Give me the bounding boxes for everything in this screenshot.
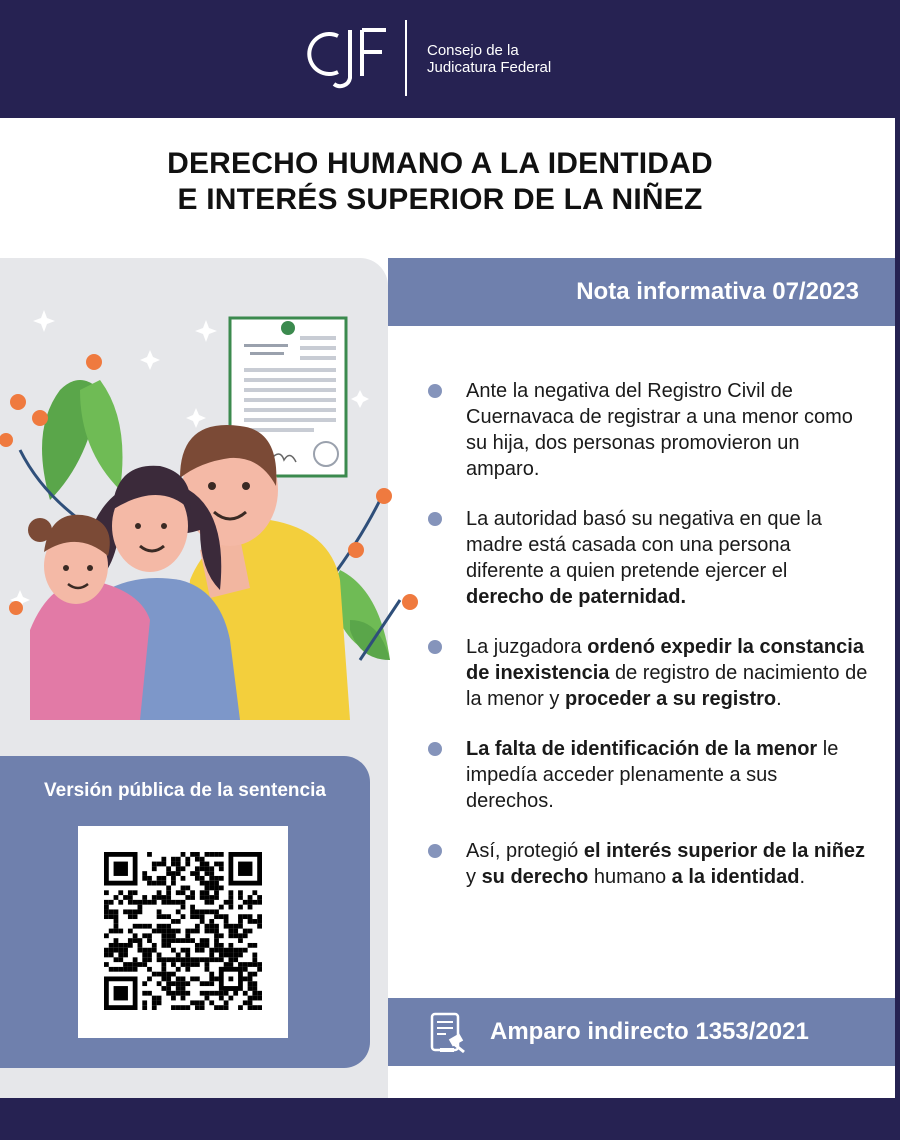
bullet-text-bold: La falta de identificación de la menor (466, 738, 818, 760)
org-name (427, 42, 551, 76)
bullet-list (428, 378, 868, 890)
bullet-dot-icon (428, 640, 442, 654)
bullet-dot-icon (428, 742, 442, 756)
org-line-1: Consejo de la (427, 42, 519, 59)
bullet-text-bold: derecho de paternidad. (466, 586, 687, 608)
bullet-text-bold: proceder a su registro (564, 688, 777, 710)
bullet-dot-icon (428, 384, 442, 398)
bullet-text-bold: a la identidad (671, 866, 800, 888)
bullet-text: . (776, 688, 782, 710)
bullet-dot-icon (428, 844, 442, 858)
bullet-item (428, 506, 868, 610)
qr-label[interactable]: Versión pública de la sentencia (44, 780, 326, 801)
family-illustration (0, 290, 420, 722)
bullet-text: La autoridad basó su negativa en que la madre está casada con una persona diferente a quien pretende ejercer el (466, 508, 822, 582)
bullet-dot-icon (428, 512, 442, 526)
bullet-item (428, 378, 868, 482)
footer-bar (0, 1098, 900, 1140)
amparo-label: Amparo indirecto 1353/2021 (490, 1018, 809, 1045)
note-label: Nota informativa 07/2023 (388, 258, 895, 326)
bullet-text-bold: el interés superior de la niñez (583, 840, 866, 862)
bullet-item (428, 634, 868, 712)
bullet-text: Así, protegió (466, 840, 584, 862)
bullet-text-bold: su derecho (481, 866, 589, 888)
bullet-item (428, 838, 868, 890)
org-line-2: Judicatura Federal (427, 59, 552, 76)
bullet-text: . (799, 866, 806, 888)
document-gavel-icon (426, 1010, 470, 1056)
bullet-text: humano (588, 866, 672, 888)
bullet-text: La juzgadora (466, 636, 588, 658)
page-title (0, 146, 880, 218)
qr-code-icon[interactable] (102, 852, 264, 1010)
bullet-text-bold: ordenó expedir la constancia de inexistencia (466, 636, 864, 684)
bullet-text: le impedía acceder plenamente a sus derechos. (466, 738, 839, 812)
title-line-1: DERECHO HUMANO A LA IDENTIDAD (167, 147, 713, 180)
bullet-text: Ante la negativa del Registro Civil de Cuernavaca de registrar a una menor como su hija, dos personas promovieron un amparo. (466, 380, 853, 480)
bullet-text: y (466, 866, 482, 888)
title-line-2: E INTERÉS SUPERIOR DE LA NIÑEZ (177, 183, 703, 216)
right-border (895, 118, 900, 1100)
bullet-text: de registro de nacimiento de la menor y (466, 662, 868, 710)
bullet-item (428, 736, 868, 814)
